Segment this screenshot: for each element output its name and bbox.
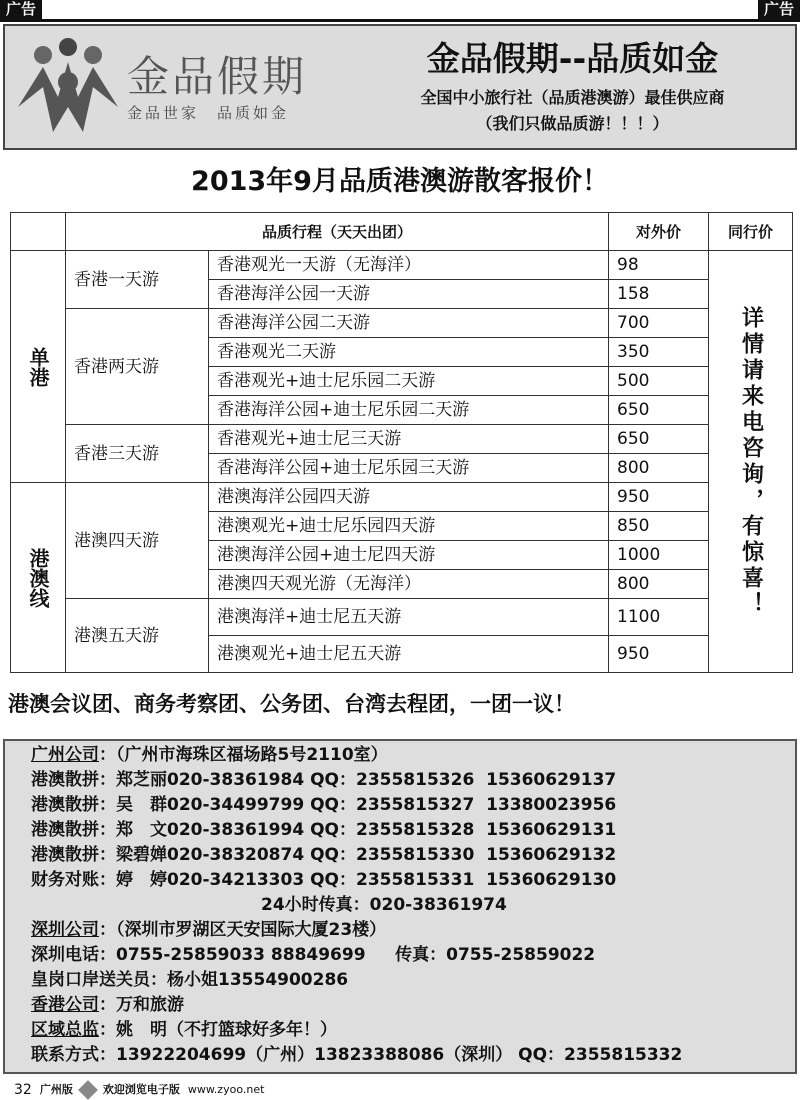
table-row [11, 425, 793, 454]
price-cell: 158 [609, 280, 709, 309]
people-logo-icon [13, 37, 123, 137]
logo-texts [127, 51, 307, 123]
route-group-cell: 港澳四天游 [66, 483, 209, 599]
group-banner: 港澳会议团、商务考察团、公务团、台湾去程团，一团一议！ [8, 692, 575, 716]
itinerary-cell: 港澳观光+迪士尼五天游 [209, 636, 609, 673]
itinerary-cell: 港澳海洋+迪士尼五天游 [209, 599, 609, 636]
sz-label: 深圳公司 [31, 920, 99, 940]
itinerary-cell: 香港观光二天游 [209, 338, 609, 367]
route-group-cell: 香港两天游 [66, 309, 209, 425]
itinerary-cell: 香港海洋公园+迪士尼乐园三天游 [209, 454, 609, 483]
page-title: 2013年9月品质港澳游散客报价！ [191, 166, 609, 197]
table-row [11, 309, 793, 338]
welcome-text: 欢迎浏览电子版 [102, 1083, 180, 1096]
price-cell: 850 [609, 512, 709, 541]
itinerary-cell: 香港海洋公园一天游 [209, 280, 609, 309]
price-cell: 350 [609, 338, 709, 367]
peer-price-note: 详情请来电咨询，有惊喜！ [709, 251, 793, 673]
price-table [10, 212, 793, 673]
price-cell: 500 [609, 367, 709, 396]
header [3, 24, 797, 150]
logo-text: 金品假期 [127, 52, 308, 101]
sz-phone: 深圳电话：0755-25859033 88849699 传真：0755-25859022 [31, 945, 596, 965]
price-cell: 1100 [609, 599, 709, 636]
top-bar [0, 0, 800, 22]
header-title: 金品假期--品质如金 [426, 39, 719, 78]
price-cell: 650 [609, 425, 709, 454]
region-label: 区域总监 [31, 1020, 99, 1040]
edition: 广州版 [39, 1083, 73, 1096]
category-cell: 港澳线 [11, 483, 66, 673]
itinerary-cell: 香港观光+迪士尼三天游 [209, 425, 609, 454]
header-empty [11, 213, 66, 251]
header-peer-price: 同行价 [709, 213, 793, 251]
gz-address: ：（广州市海珠区福场路5号2110室） [99, 745, 388, 765]
itinerary-cell: 香港海洋公园二天游 [209, 309, 609, 338]
hk-value: ：万和旅游 [99, 995, 184, 1015]
contact-line: 港澳散拼：郑 文020-38361994 QQ：2355815328 15360629131 [31, 820, 617, 840]
price-cell: 700 [609, 309, 709, 338]
contact-line: 港澳散拼：吴 群020-34499799 QQ：2355815327 13380023956 [31, 795, 617, 815]
route-group-cell: 香港一天游 [66, 251, 209, 309]
price-cell: 950 [609, 636, 709, 673]
contact-line: 港澳散拼：郑芝丽020-38361984 QQ：2355815326 15360629137 [31, 770, 617, 790]
price-cell: 950 [609, 483, 709, 512]
website-link[interactable]: www.zyoo.net [187, 1083, 265, 1096]
footer [14, 1082, 800, 1098]
table-row [11, 599, 793, 636]
header-text [350, 37, 795, 137]
category-cell: 单港 [11, 251, 66, 483]
header-subtitle: 全国中小旅行社（品质港澳游）最佳供应商 [420, 88, 725, 107]
contact-line: 港澳散拼：梁碧婵020-38320874 QQ：2355815330 15360629132 [31, 845, 617, 865]
price-cell: 800 [609, 570, 709, 599]
ad-label-right: 广告 [758, 0, 800, 19]
header-tagline: （我们只做品质游！！！） [476, 114, 669, 133]
itinerary-cell: 香港观光+迪士尼乐园二天游 [209, 367, 609, 396]
price-cell: 98 [609, 251, 709, 280]
logo-slogan: 金品世家 品质如金 [127, 104, 290, 122]
hk-label: 香港公司 [31, 995, 99, 1015]
contact-box [3, 739, 797, 1074]
sz-company [31, 918, 795, 943]
diamond-logo-icon [78, 1080, 98, 1100]
gz-label: 广州公司 [31, 745, 99, 765]
price-cell: 650 [609, 396, 709, 425]
contact-line: 财务对账：婷 婷020-34213303 QQ：2355815331 15360629130 [31, 870, 617, 890]
fax-line: 24小时传真：020-38361974 [261, 895, 507, 915]
itinerary-cell: 港澳四天观光游（无海洋） [209, 570, 609, 599]
table-header-row [11, 213, 793, 251]
itinerary-cell: 香港海洋公园+迪士尼乐园二天游 [209, 396, 609, 425]
hk-company [31, 993, 795, 1018]
itinerary-cell: 港澳观光+迪士尼乐园四天游 [209, 512, 609, 541]
page-number: 32 [14, 1082, 32, 1098]
region-value: ：姚 明（不打篮球好多年！） [99, 1020, 337, 1040]
route-group-cell: 港澳五天游 [66, 599, 209, 673]
itinerary-cell: 港澳海洋公园+迪士尼四天游 [209, 541, 609, 570]
contact-methods: 联系方式：13922204699（广州）13823388086（深圳） QQ：2355815332 [31, 1045, 683, 1065]
ad-label-left: 广告 [0, 0, 42, 19]
itinerary-cell: 港澳海洋公园四天游 [209, 483, 609, 512]
sz-address: ：（深圳市罗湖区天安国际大厦23楼） [99, 920, 387, 940]
gz-company [31, 743, 795, 768]
itinerary-cell: 香港观光一天游（无海洋） [209, 251, 609, 280]
logo [5, 37, 350, 137]
table-row [11, 251, 793, 280]
price-cell: 1000 [609, 541, 709, 570]
region-director [31, 1018, 795, 1043]
header-price: 对外价 [609, 213, 709, 251]
header-itinerary: 品质行程（天天出团） [66, 213, 609, 251]
price-cell: 800 [609, 454, 709, 483]
route-group-cell: 香港三天游 [66, 425, 209, 483]
hg-line: 皇岗口岸送关员：杨小姐13554900286 [31, 970, 349, 990]
table-row [11, 483, 793, 512]
